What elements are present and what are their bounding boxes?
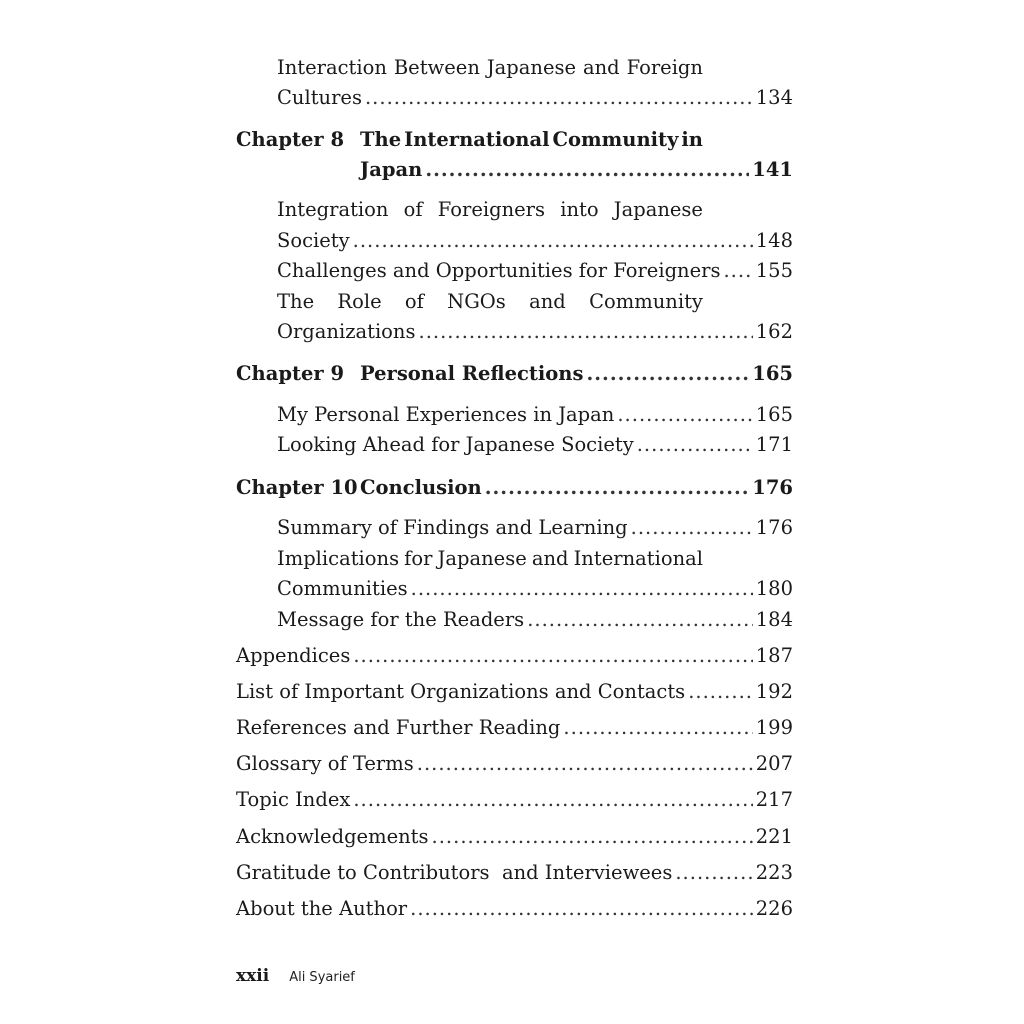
page-number: 162 — [755, 320, 793, 343]
toc-entry-integration-line1 — [277, 200, 703, 220]
word: in — [681, 128, 703, 151]
page-number: 180 — [755, 577, 793, 600]
toc-entry-experiences[interactable] — [277, 405, 793, 425]
entry-title: List of Important Organizations and Contacts — [236, 680, 686, 703]
page-number: 176 — [752, 476, 793, 499]
leader-dots — [353, 790, 752, 810]
word: of — [403, 198, 423, 221]
toc-entry-gratitude[interactable] — [236, 863, 793, 883]
word: Foreigners — [437, 198, 546, 221]
toc-entry-implications-line1 — [277, 549, 703, 569]
word: Japanese — [613, 198, 703, 221]
leader-dots — [586, 364, 749, 384]
chapter-title: Conclusion — [360, 476, 482, 499]
entry-title: Challenges and Opportunities for Foreigners — [277, 259, 721, 282]
toc-entry-ngos[interactable] — [277, 322, 793, 342]
running-footer-author: Ali Syarief — [289, 970, 355, 985]
word: Japanese — [486, 56, 577, 79]
toc-entry-integration[interactable] — [277, 231, 793, 251]
page-number: 165 — [752, 362, 793, 385]
word: and — [583, 56, 620, 79]
toc-entry-ngos-line1 — [277, 292, 703, 312]
entry-title: My Personal Experiences in Japan — [277, 403, 615, 426]
page-number: 148 — [755, 229, 793, 252]
chapter-label: Chapter 9 — [236, 362, 345, 385]
word: of — [404, 290, 424, 313]
leader-dots — [563, 718, 752, 738]
chapter-title: Personal Reflections — [360, 362, 584, 385]
leader-dots — [527, 610, 753, 630]
toc-entry-interaction[interactable] — [277, 88, 793, 108]
word: for — [404, 547, 433, 570]
leader-dots — [365, 88, 753, 108]
entry-title: Message for the Readers — [277, 608, 525, 631]
word: Japanese — [437, 547, 527, 570]
entry-title: Communities — [277, 577, 408, 600]
page-number: 187 — [755, 644, 793, 667]
leader-dots — [485, 478, 750, 498]
entry-title: References and Further Reading — [236, 716, 561, 739]
chapter-label: Chapter 8 — [236, 128, 345, 151]
page-number: 165 — [755, 403, 793, 426]
toc-entry-interaction-line1 — [277, 58, 703, 78]
page-number: 184 — [755, 608, 793, 631]
leader-dots — [410, 899, 753, 919]
leader-dots — [637, 435, 753, 455]
word: Foreign — [626, 56, 703, 79]
toc-entry-references[interactable] — [236, 718, 793, 738]
page-number: 155 — [755, 259, 793, 282]
toc-chapter-8-line1 — [236, 130, 793, 150]
chapter-label: Chapter 10 — [236, 476, 358, 499]
word: Interaction — [277, 56, 387, 79]
toc-entry-glossary[interactable] — [236, 754, 793, 774]
toc-chapter-9[interactable] — [236, 364, 793, 384]
toc-entry-summary[interactable] — [277, 518, 793, 538]
leader-dots — [353, 231, 753, 251]
entry-title: Summary of Findings and Learning — [277, 516, 628, 539]
toc-entry-implications[interactable] — [277, 579, 793, 599]
entry-title: Acknowledgements — [236, 825, 429, 848]
leader-dots — [417, 754, 753, 774]
page-number: 207 — [755, 752, 793, 775]
word: International — [404, 128, 550, 151]
page-number: 141 — [752, 158, 793, 181]
word: Integration — [277, 198, 389, 221]
word: International — [573, 547, 703, 570]
toc-entry-about-author[interactable] — [236, 899, 793, 919]
word: and — [531, 547, 569, 570]
word: The — [360, 128, 402, 151]
page-number: 226 — [755, 897, 793, 920]
word: The — [277, 290, 315, 313]
word: Community — [589, 290, 703, 313]
leader-dots — [617, 405, 752, 425]
page-number: 217 — [755, 788, 793, 811]
page-number: 176 — [755, 516, 793, 539]
page-number: 199 — [755, 716, 793, 739]
leader-dots — [723, 261, 752, 281]
page-number: 221 — [755, 825, 793, 848]
word: Implications — [277, 547, 400, 570]
word: and — [529, 290, 566, 313]
page-number: 134 — [755, 86, 793, 109]
toc-entry-topic-index[interactable] — [236, 790, 793, 810]
leader-dots — [432, 827, 753, 847]
toc-entry-challenges[interactable] — [277, 261, 793, 281]
leader-dots — [688, 682, 753, 702]
toc-entry-looking-ahead[interactable] — [277, 435, 793, 455]
toc-entry-message[interactable] — [277, 610, 793, 630]
entry-title: Cultures — [277, 86, 362, 109]
page-footer — [236, 966, 355, 986]
entry-title: Topic Index — [236, 788, 351, 811]
page-number: 171 — [755, 433, 793, 456]
entry-title: Society — [277, 229, 350, 252]
toc-entry-acknowledgements[interactable] — [236, 827, 793, 847]
word: Between — [393, 56, 480, 79]
page-number: 192 — [755, 680, 793, 703]
leader-dots — [411, 579, 753, 599]
leader-dots — [425, 160, 749, 180]
toc-entry-appendices[interactable] — [236, 646, 793, 666]
word: NGOs — [447, 290, 506, 313]
entry-title: Organizations — [277, 320, 416, 343]
toc-chapter-8[interactable] — [360, 160, 793, 180]
entry-title: About the Author — [236, 897, 408, 920]
word: Role — [337, 290, 382, 313]
chapter-title: Japan — [360, 158, 423, 181]
entry-title: Looking Ahead for Japanese Society — [277, 433, 634, 456]
page-number: 223 — [755, 861, 793, 884]
leader-dots — [675, 863, 752, 883]
leader-dots — [419, 322, 753, 342]
leader-dots — [631, 518, 753, 538]
entry-title: Glossary of Terms — [236, 752, 414, 775]
leader-dots — [353, 646, 752, 666]
chapter-title-line1 — [360, 130, 703, 150]
word: into — [560, 198, 599, 221]
toc-entry-organizations[interactable] — [236, 682, 793, 702]
folio-page-number: xxii — [236, 966, 270, 986]
entry-title: Gratitude to Contributors and Interviewees — [236, 861, 673, 884]
entry-title: Appendices — [236, 644, 351, 667]
toc-chapter-10[interactable] — [236, 478, 793, 498]
word: Community — [552, 128, 679, 151]
